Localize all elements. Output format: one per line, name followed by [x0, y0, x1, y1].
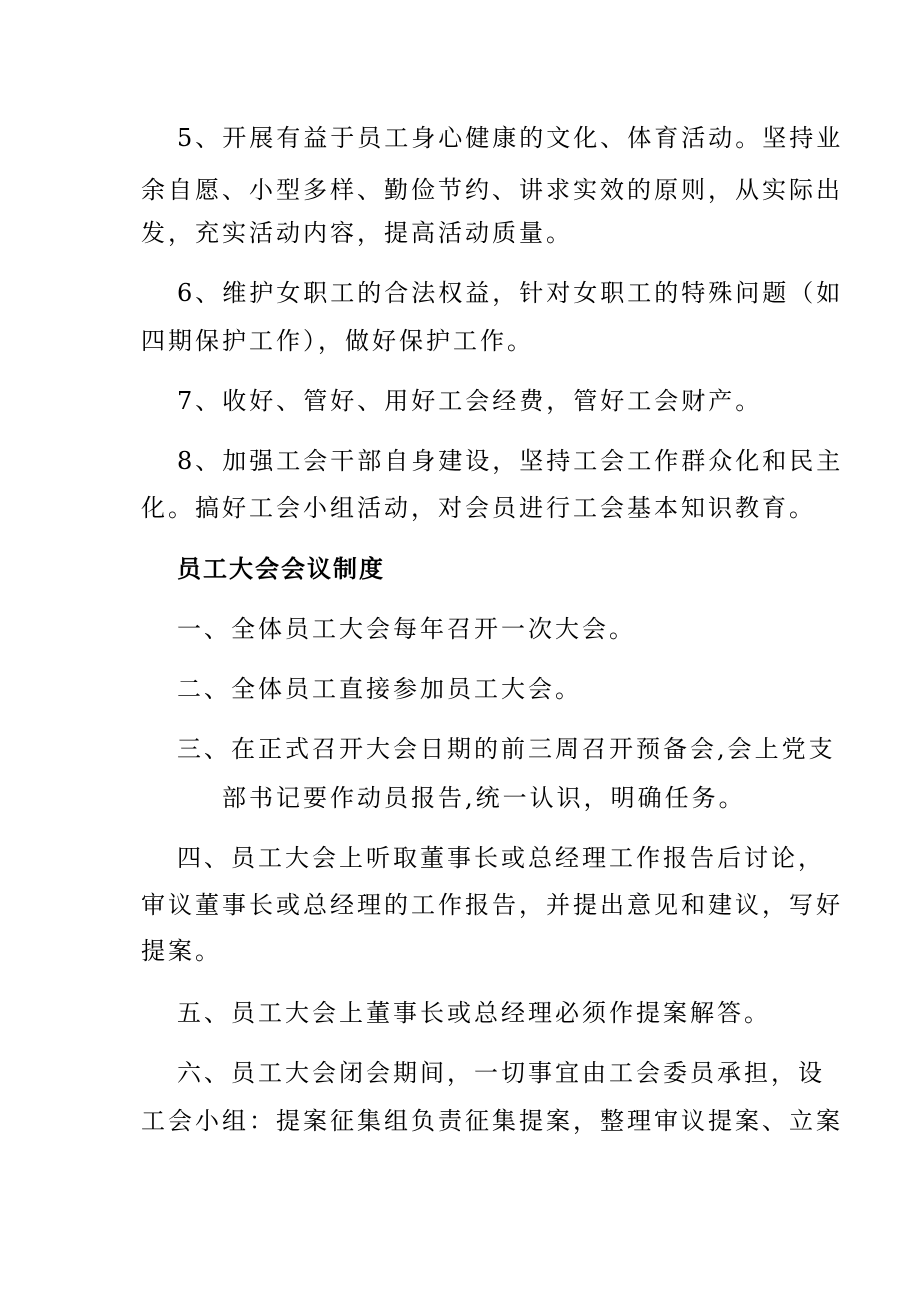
paragraph-line: 余自愿、小型多样、勤俭节约、讲求实效的原则，从实际出	[141, 176, 843, 204]
paragraph-line: 8、加强工会干部自身建设，坚持工会工作群众化和民主	[177, 447, 844, 475]
rule-line: 一、全体员工大会每年召开一次大会。	[177, 615, 636, 643]
rule-line: 审议董事长或总经理的工作报告，并提出意见和建议，写好	[141, 891, 843, 919]
paragraph-line: 化。搞好工会小组活动，对会员进行工会基本知识教育。	[141, 494, 816, 522]
rule-line: 六、员工大会闭会期间，一切事宜由工会委员承担，设	[177, 1059, 825, 1087]
rule-line: 工会小组：提案征集组负责征集提案，整理审议提案、立案	[141, 1107, 843, 1135]
paragraph-line: 发，充实活动内容，提高活动质量。	[141, 219, 573, 247]
rule-line: 四、员工大会上听取董事长或总经理工作报告后讨论，	[177, 844, 825, 872]
paragraph-line: 四期保护工作），做好保护工作。	[141, 327, 534, 355]
paragraph-line: 5、开展有益于员工身心健康的文化、体育活动。坚持业	[177, 124, 844, 152]
rule-line: 二、全体员工直接参加员工大会。	[177, 675, 582, 703]
paragraph-line: 7、收好、管好、用好工会经费，管好工会财产。	[177, 387, 763, 415]
rule-line: 五、员工大会上董事长或总经理必须作提案解答。	[177, 999, 771, 1027]
section-heading: 员工大会会议制度	[177, 555, 385, 583]
rule-line: 提案。	[141, 937, 222, 965]
paragraph-line: 6、维护女职工的合法权益，针对女职工的特殊问题（如	[177, 279, 844, 307]
rule-line: 部书记要作动员报告,统一认识，明确任务。	[222, 784, 746, 812]
rule-line: 三、在正式召开大会日期的前三周召开预备会,会上党支	[177, 735, 836, 763]
